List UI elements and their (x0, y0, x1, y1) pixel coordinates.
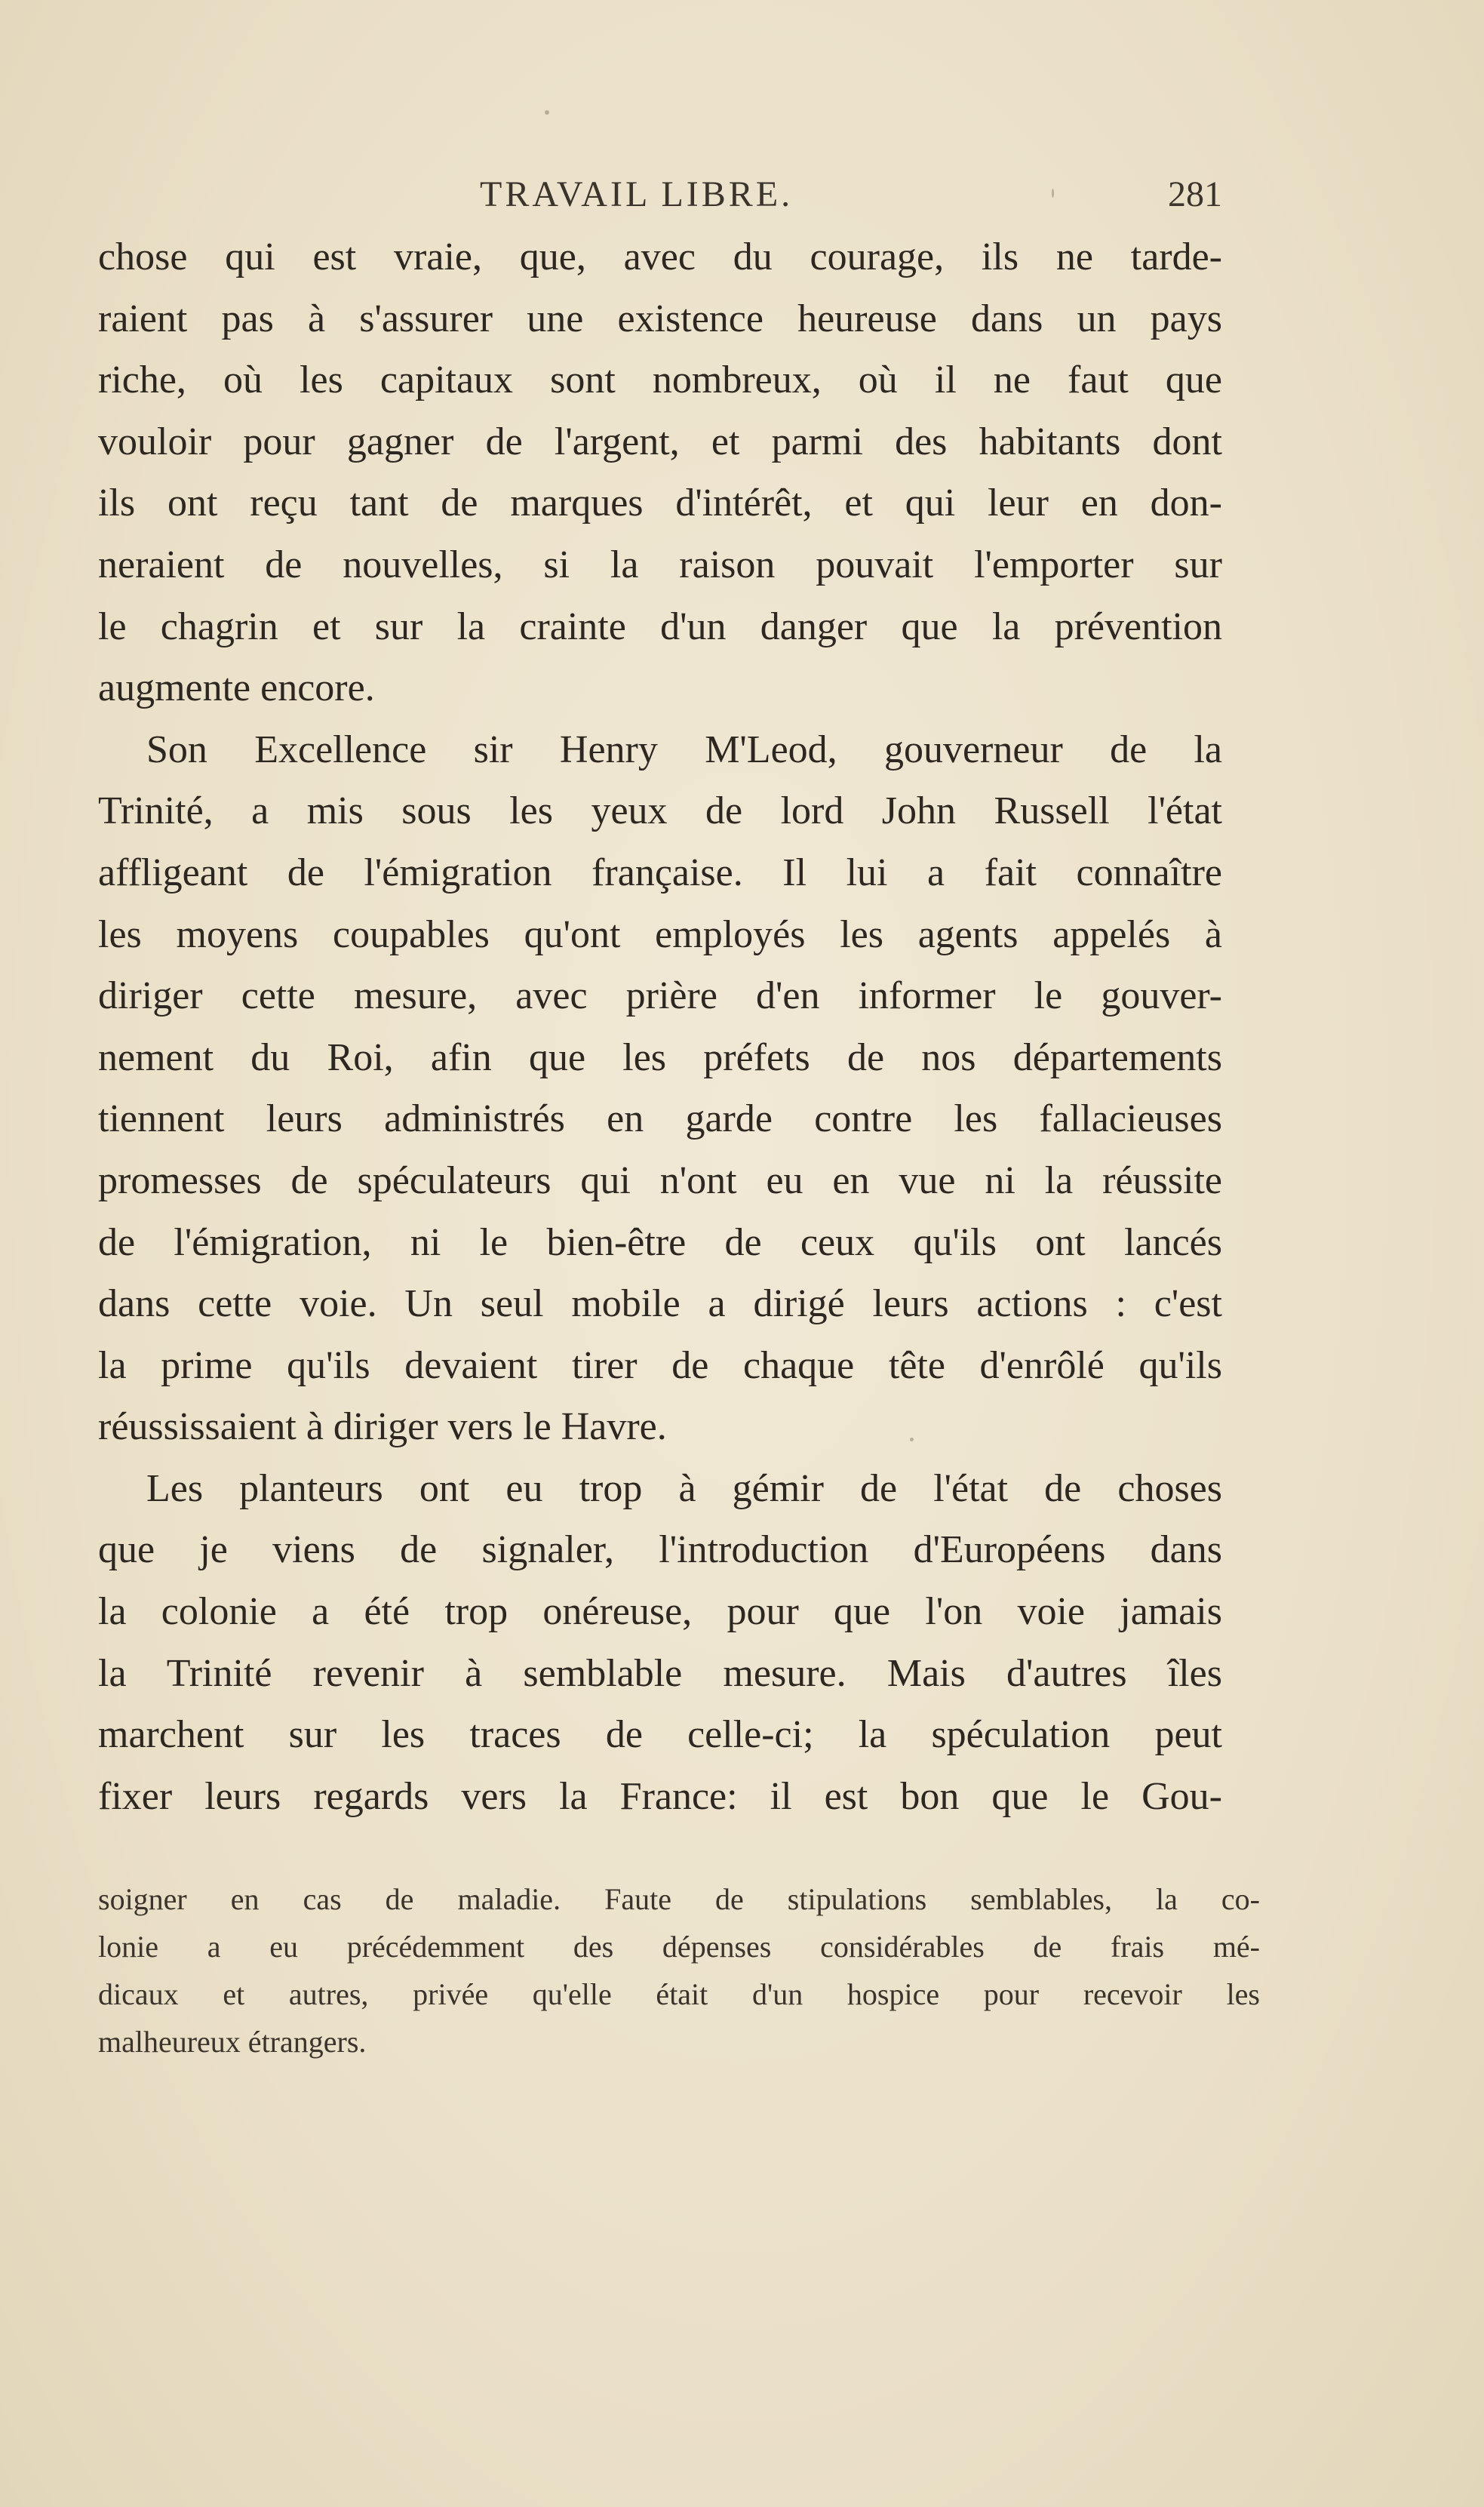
text-line: riche, où les capitaux sont nombreux, où il ne faut que (98, 358, 1222, 402)
running-head (98, 174, 1222, 226)
text-line: chose qui est vraie, que, avec du courage, ils ne tarde- (98, 235, 1222, 278)
paper-speck (545, 110, 549, 115)
footnote-line: soigner en cas de maladie. Faute de stipulations semblables, la co- (98, 1882, 1260, 1916)
text-line: la colonie a été trop onéreuse, pour que l'on voie jamais (98, 1590, 1222, 1634)
text-line: Trinité, a mis sous les yeux de lord John Russell l'état (98, 789, 1222, 833)
text-line: promesses de spéculateurs qui n'ont eu en vue ni la réussite (98, 1158, 1222, 1202)
text-line: fixer leurs regards vers la France: il est bon que le Gou- (98, 1774, 1222, 1818)
text-line: raient pas à s'assurer une existence heureuse dans un pays (98, 297, 1222, 340)
text-line: la Trinité revenir à semblable mesure. Mais d'autres îles (98, 1651, 1222, 1695)
body-text (98, 226, 1222, 1827)
text-line: tiennent leurs administrés en garde contre les fallacieuses (98, 1097, 1222, 1141)
text-line: nement du Roi, afin que les préfets de nos départements (98, 1035, 1222, 1079)
text-line: augmente encore. (98, 666, 375, 710)
footnote-line: dicaux et autres, privée qu'elle était d'un hospice pour recevoir les (98, 1977, 1260, 2011)
text-line: les moyens coupables qu'ont employés les agents appelés à (98, 912, 1222, 956)
text-line: la prime qu'ils devaient tirer de chaque tête d'enrôlé qu'ils (98, 1343, 1222, 1387)
footnote-line: malheureux étrangers. (98, 2025, 367, 2059)
running-head-title: TRAVAIL LIBRE. (480, 174, 794, 214)
text-line: de l'émigration, ni le bien-être de ceux qu'ils ont lancés (98, 1220, 1222, 1264)
text-line: le chagrin et sur la crainte d'un danger que la prévention (98, 604, 1222, 648)
text-line: diriger cette mesure, avec prière d'en informer le gouver- (98, 974, 1222, 1018)
text-line: réussissaient à diriger vers le Havre. (98, 1405, 667, 1449)
footnote-line: lonie a eu précédemment des dépenses considérables de frais mé- (98, 1930, 1260, 1964)
text-line: Son Excellence sir Henry M'Leod, gouverneur de la (146, 727, 1222, 771)
text-line: que je viens de signaler, l'introduction d'Européens dans (98, 1528, 1222, 1572)
footnote (98, 1875, 1260, 2066)
page-number: 281 (1168, 174, 1222, 214)
text-line: dans cette voie. Un seul mobile a dirigé leurs actions : c'est (98, 1282, 1222, 1326)
text-line: neraient de nouvelles, si la raison pouvait l'emporter sur (98, 543, 1222, 586)
text-line: Les planteurs ont eu trop à gémir de l'état de choses (146, 1466, 1222, 1510)
text-line: affligeant de l'émigration française. Il lui a fait connaître (98, 851, 1222, 894)
text-line: marchent sur les traces de celle-ci; la spéculation peut (98, 1713, 1222, 1757)
text-line: ils ont reçu tant de marques d'intérêt, et qui leur en don- (98, 481, 1222, 525)
text-line: vouloir pour gagner de l'argent, et parmi des habitants dont (98, 420, 1222, 463)
